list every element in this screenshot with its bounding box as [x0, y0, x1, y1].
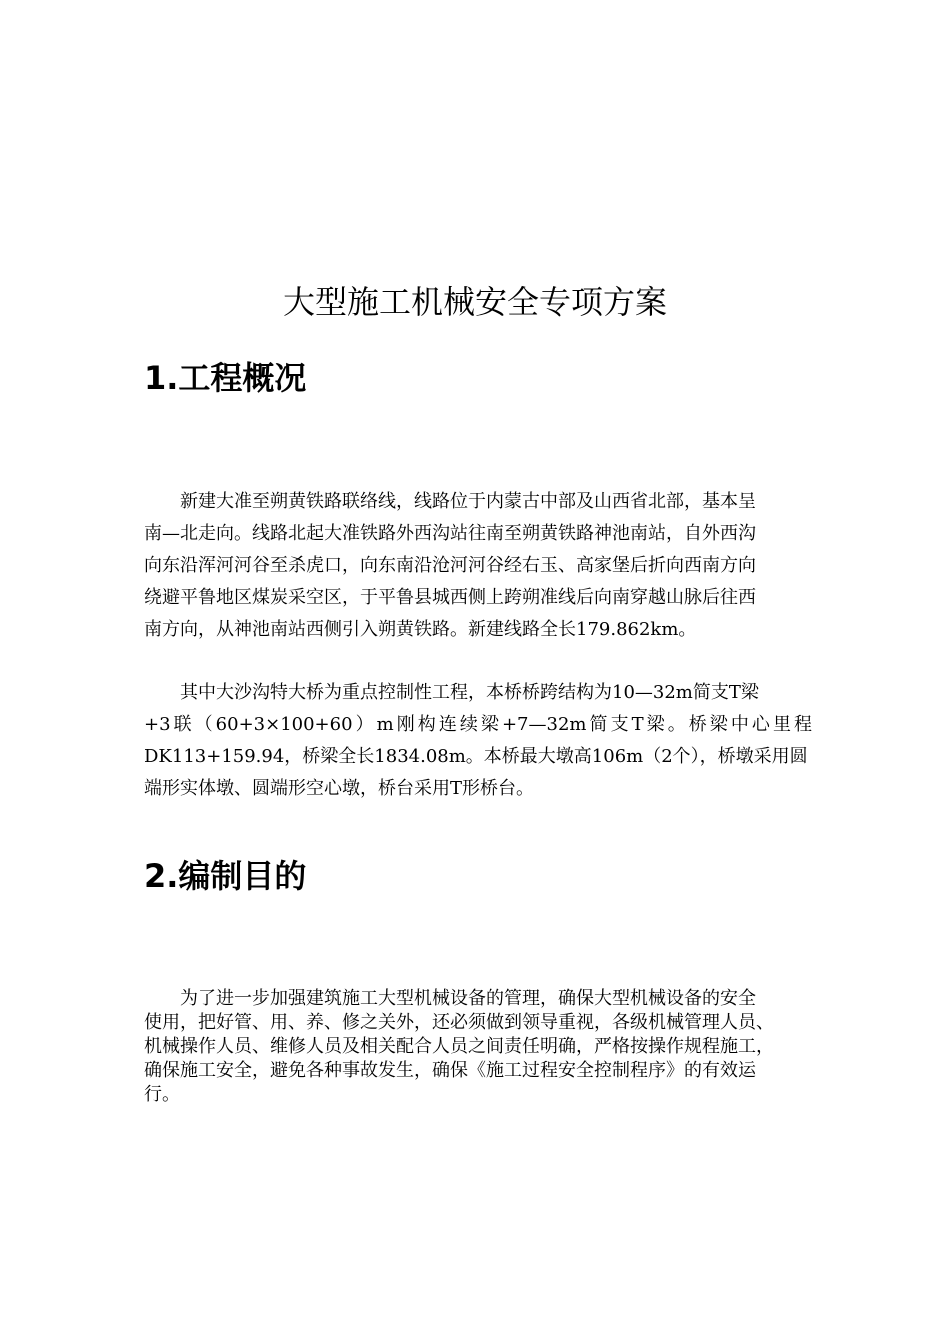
paragraph-line: 其中大沙沟特大桥为重点控制性工程，本桥桥跨结构为10—32m简支T梁	[180, 682, 759, 703]
paragraph-bridge-description	[144, 677, 812, 805]
paragraph-line: 确保施工安全，避免各种事故发生，确保《施工过程安全控制程序》的有效运	[144, 1060, 756, 1081]
paragraph-line: 绕避平鲁地区煤炭采空区，于平鲁县城西侧上跨朔准线后向南穿越山脉后往西	[144, 587, 756, 608]
paragraph-line: 向东沿浑河河谷至杀虎口，向东南沿沧河河谷经右玉、高家堡后折向西南方向	[144, 555, 756, 576]
paragraph-line: 南—北走向。线路北起大准铁路外西沟站往南至朔黄铁路神池南站，自外西沟	[144, 523, 756, 544]
paragraph-line: 端形实体墩、圆端形空心墩，桥台采用T形桥台。	[144, 778, 535, 799]
paragraph-line: 机械操作人员、维修人员及相关配合人员之间责任明确，严格按操作规程施工，	[144, 1036, 774, 1057]
document-title: 大型施工机械安全专项方案	[282, 283, 667, 321]
paragraph-purpose	[144, 987, 812, 1107]
paragraph-line: 为了进一步加强建筑施工大型机械设备的管理，确保大型机械设备的安全	[180, 988, 756, 1009]
section-heading-overview: 1.工程概况	[144, 359, 307, 397]
paragraph-route-description	[144, 486, 812, 646]
paragraph-line: 行。	[144, 1084, 180, 1105]
paragraph-line: +3联（60+3×100+60）m刚构连续梁+7—32m简支T梁。桥梁中心里程	[144, 714, 812, 735]
paragraph-line: 南方向，从神池南站西侧引入朔黄铁路。新建线路全长179.862km。	[144, 619, 697, 640]
paragraph-line: 新建大准至朔黄铁路联络线，线路位于内蒙古中部及山西省北部，基本呈	[180, 491, 756, 512]
section-heading-purpose: 2.编制目的	[144, 857, 307, 895]
paragraph-line: DK113+159.94，桥梁全长1834.08m。本桥最大墩高106m（2个），桥墩采用圆	[144, 746, 808, 767]
paragraph-line: 使用，把好管、用、养、修之关外，还必须做到领导重视，各级机械管理人员、	[144, 1012, 774, 1033]
